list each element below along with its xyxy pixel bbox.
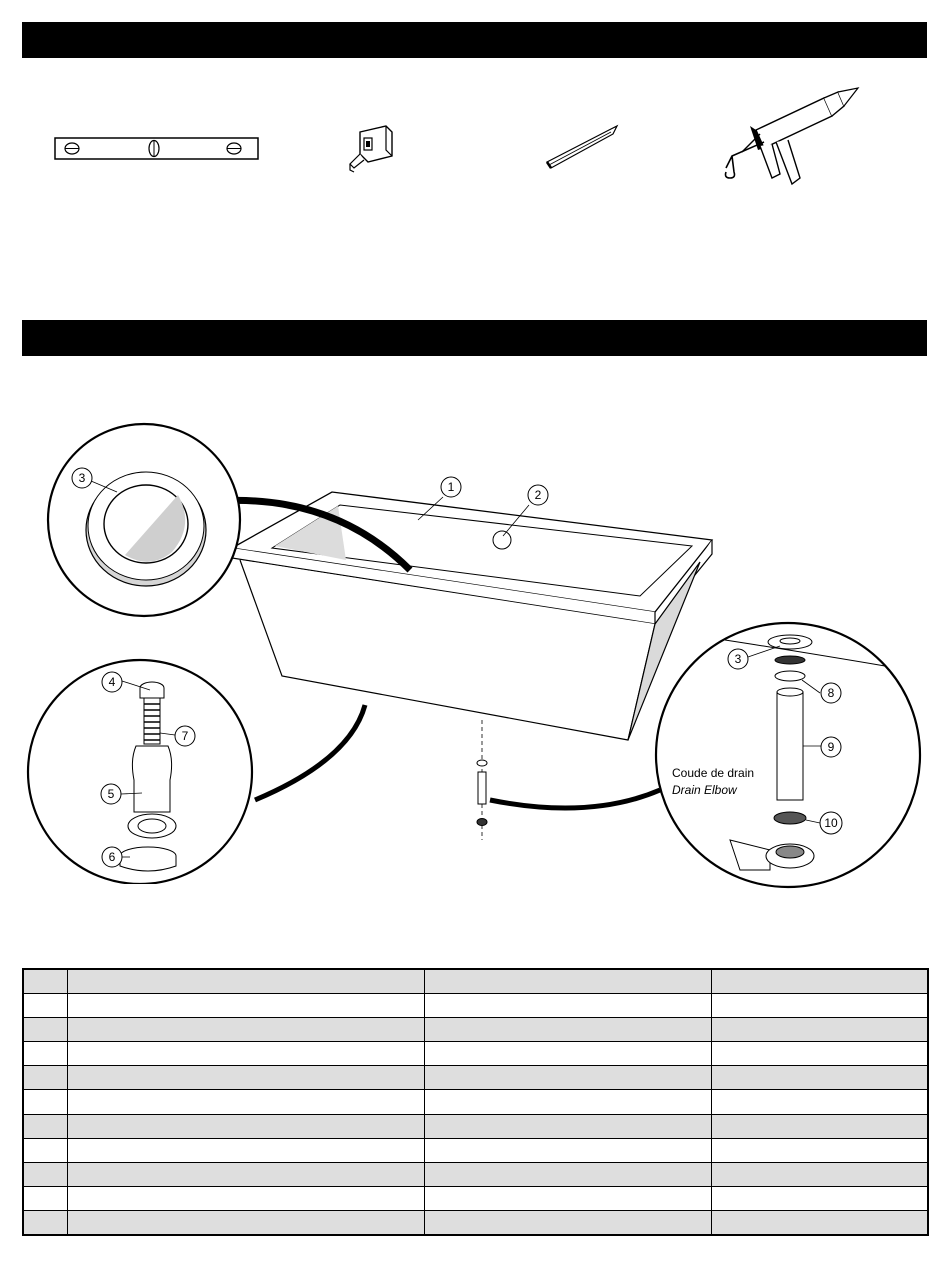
callout-1 [441, 477, 461, 497]
svg-text:5: 5 [107, 787, 115, 801]
table-header-row [23, 969, 928, 993]
tools-section-header-bar [22, 22, 927, 58]
callout-3 [72, 468, 92, 488]
callout-2 [528, 485, 548, 505]
drain-elbow-label-en: Drain Elbow [672, 783, 737, 797]
svg-text:6: 6 [108, 850, 116, 864]
detail-drain-cover [48, 424, 240, 616]
drain-elbow-label-fr: Coude de drain [672, 766, 755, 780]
table-row [23, 1042, 928, 1066]
callout-10 [820, 812, 842, 834]
svg-text:1: 1 [447, 480, 455, 494]
svg-text:10: 10 [824, 816, 838, 830]
svg-text:4: 4 [108, 675, 116, 689]
callout-3b [728, 649, 748, 669]
callout-7 [175, 726, 195, 746]
detail-drain-assembly [656, 623, 920, 887]
callout-9 [821, 737, 841, 757]
pencil-icon [543, 124, 621, 172]
callout-4 [102, 672, 122, 692]
svg-text:3: 3 [734, 652, 742, 666]
tape-measure-icon [346, 124, 396, 176]
callout-5 [101, 784, 121, 804]
table-row [23, 1066, 928, 1090]
svg-text:2: 2 [534, 488, 542, 502]
callout-8 [821, 683, 841, 703]
svg-text:9: 9 [827, 740, 835, 754]
svg-text:7: 7 [181, 729, 189, 743]
caulking-gun-icon [720, 86, 864, 194]
svg-text:8: 8 [827, 686, 835, 700]
bathtub-exploded-diagram [0, 400, 950, 920]
table-row [23, 1163, 928, 1187]
table-row [23, 993, 928, 1017]
parts-list-table [22, 968, 929, 1236]
table-row [23, 1090, 928, 1114]
table-row [23, 1017, 928, 1041]
table-row [23, 1211, 928, 1235]
bathtub [232, 492, 712, 740]
callout-6 [102, 847, 122, 867]
table-row [23, 1114, 928, 1138]
table-row [23, 1187, 928, 1211]
parts-section-header-bar [22, 320, 927, 356]
svg-text:3: 3 [78, 471, 86, 485]
detail-overflow-assembly [28, 660, 252, 920]
table-row [23, 1138, 928, 1162]
level-icon [54, 135, 260, 165]
